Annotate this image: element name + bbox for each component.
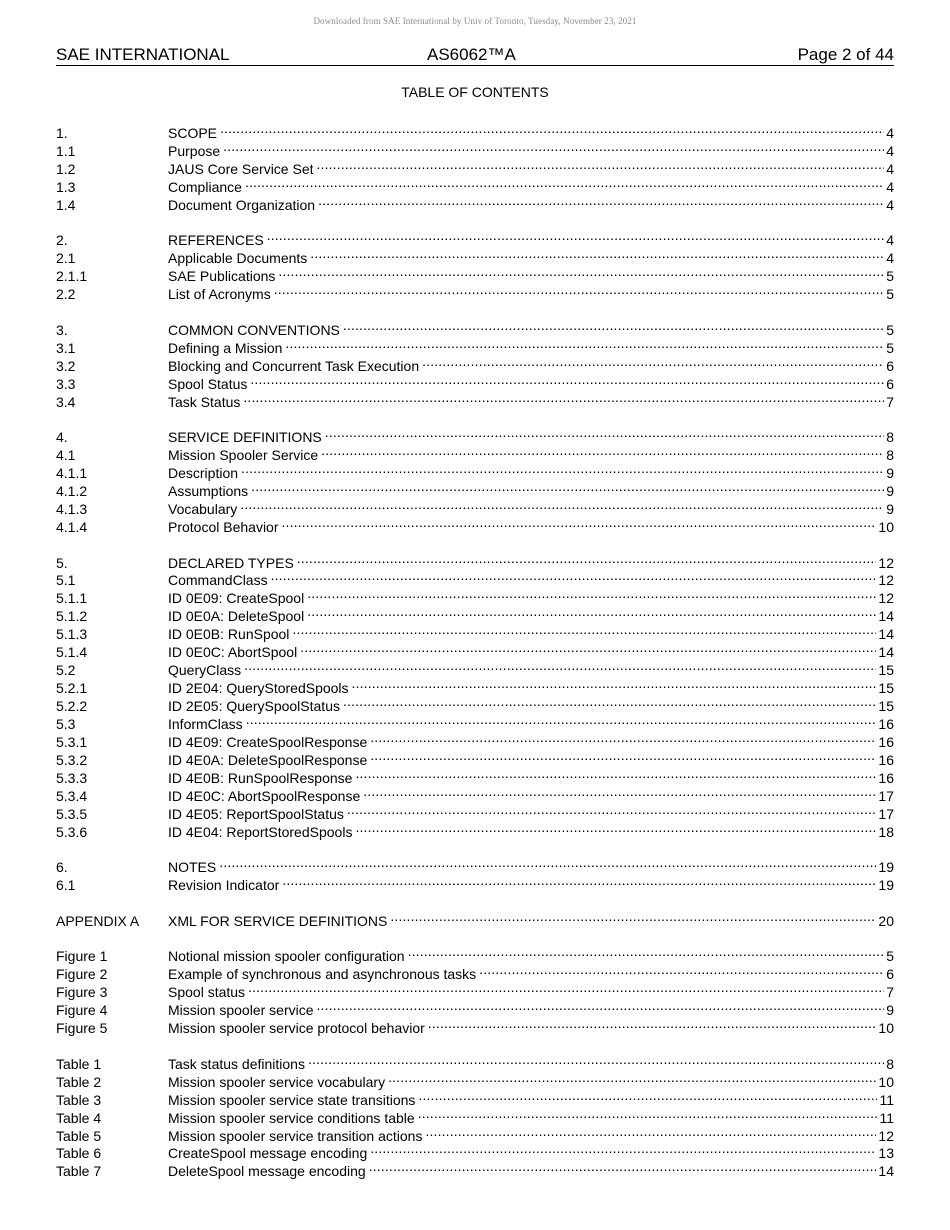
document-number: AS6062™A [427, 45, 516, 64]
toc-entry-page: 15 [878, 680, 894, 697]
toc-entry-page: 14 [878, 608, 894, 625]
toc-entry-title[interactable]: Document Organization [168, 196, 316, 213]
toc-entry-title[interactable]: ID 4E04: ReportStoredSpools [168, 823, 353, 840]
toc-group [56, 550, 894, 840]
toc-entry-title[interactable]: ID 4E05: ReportSpoolStatus [168, 805, 344, 822]
toc-entry-page: 17 [878, 805, 894, 822]
toc-entry-number: 5.3.2 [56, 751, 88, 768]
toc-entry-number: 5.2 [56, 662, 76, 679]
dot-leader [388, 1069, 876, 1087]
toc-entry-page: 16 [878, 733, 894, 750]
dot-leader [422, 353, 884, 371]
toc-entry-page: 12 [878, 1127, 894, 1144]
dot-leader [240, 496, 884, 514]
dot-leader [369, 1158, 877, 1176]
toc-entry-title[interactable]: Task status definitions [168, 1055, 305, 1072]
dot-leader [285, 335, 884, 353]
dot-leader [274, 281, 884, 299]
toc-entry-number: 3.3 [56, 375, 76, 392]
toc-entry-title[interactable]: JAUS Core Service Set [168, 160, 314, 177]
toc-entry-number: 5.1.1 [56, 590, 88, 607]
toc-entry-number: 3.4 [56, 393, 76, 410]
toc-entry-number: 5.3.4 [56, 787, 88, 804]
dot-leader [251, 478, 884, 496]
toc-entry-number: 5.3 [56, 715, 76, 732]
toc-entry-page: 5 [886, 321, 894, 338]
toc-entry-number: 4.1 [56, 447, 76, 464]
dot-leader [318, 192, 884, 210]
toc-entry-number: 2.1 [56, 250, 76, 267]
dot-leader [244, 657, 876, 675]
toc-entry-title[interactable]: ID 4E09: CreateSpoolResponse [168, 733, 368, 750]
toc-entry-page: 4 [886, 250, 894, 267]
toc-entry-title[interactable]: Assumptions [168, 483, 249, 499]
toc-entry-title[interactable]: ID 4E0A: DeleteSpoolResponse [168, 751, 368, 768]
toc-entry-number: 5.1.4 [56, 644, 88, 661]
toc-entry-number: Figure 1 [56, 948, 108, 965]
toc-entry-page: 8 [886, 429, 894, 446]
toc-entry-page: 8 [886, 447, 894, 464]
toc-entry-number: 3. [56, 321, 68, 338]
toc-group [56, 1051, 894, 1180]
toc-entry-title[interactable]: SERVICE DEFINITIONS [168, 429, 322, 446]
toc-entry-title[interactable]: SAE Publications [168, 268, 276, 285]
toc-entry-page: 19 [878, 877, 894, 894]
download-watermark: Downloaded from SAE International by Univ of Toronto, Tuesday, November 23, 2021 [313, 16, 637, 26]
toc-entry-number: Table 3 [56, 1091, 102, 1108]
toc-entry-page: 20 [878, 912, 894, 929]
toc-entry-title[interactable]: Mission spooler service protocol behavior [168, 1020, 425, 1037]
toc-entry-title[interactable]: InformClass [168, 715, 243, 732]
toc-entry-page: 4 [886, 178, 894, 195]
toc-entry-title[interactable]: ID 2E04: QueryStoredSpools [168, 680, 349, 697]
dot-leader [347, 801, 877, 819]
dot-leader [292, 621, 876, 639]
dot-leader [223, 138, 884, 156]
toc-entry-number: 1.3 [56, 178, 76, 195]
dot-leader [390, 908, 876, 926]
toc-entry-page: 12 [878, 590, 894, 607]
table-of-contents [56, 120, 894, 1194]
toc-entry-number: 1.1 [56, 142, 76, 159]
toc-group [56, 227, 894, 303]
toc-group [56, 854, 894, 894]
toc-entry-number: 2.2 [56, 286, 76, 303]
toc-entry-title[interactable]: Mission spooler service state transitions [168, 1091, 416, 1108]
dot-leader [370, 747, 876, 765]
toc-group [56, 943, 894, 1037]
dot-leader [408, 943, 884, 961]
toc-entry-title[interactable]: ID 0E0C: AbortSpool [168, 644, 298, 661]
toc-entry-title[interactable]: Notional mission spooler configuration [168, 948, 405, 965]
toc-entry[interactable] [56, 227, 894, 249]
toc-entry-title[interactable]: ID 2E05: QuerySpoolStatus [168, 698, 340, 714]
toc-entry-title[interactable]: Example of synchronous and asynchronous tasks [168, 966, 477, 983]
toc-entry-title[interactable]: ID 0E0A: DeleteSpool [168, 608, 305, 625]
toc-entry-number: 2. [56, 232, 68, 249]
toc-entry-page: 4 [886, 125, 894, 141]
toc-entry-title[interactable]: Purpose [168, 142, 221, 159]
toc-entry-title[interactable]: ID 0E0B: RunSpool [168, 626, 290, 643]
toc-entry-title[interactable]: ID 0E09: CreateSpool [168, 590, 305, 607]
toc-entry-title[interactable]: Mission spooler service [168, 1002, 314, 1019]
toc-entry-number: 5. [56, 554, 68, 571]
dot-leader [321, 442, 884, 460]
toc-entry-title[interactable]: Mission spooler service transition actions [168, 1127, 423, 1144]
toc-entry-page: 16 [878, 769, 894, 786]
toc-entry-number: 5.1.3 [56, 626, 88, 643]
dot-leader [243, 389, 884, 407]
toc-entry-title[interactable]: CreateSpool message encoding [168, 1145, 368, 1162]
toc-entry-page: 4 [886, 160, 894, 177]
dot-leader [370, 1140, 876, 1158]
toc-entry-page: 6 [886, 357, 894, 374]
toc-entry-page: 15 [878, 662, 894, 679]
dot-leader [245, 174, 884, 192]
toc-entry-page: 10 [878, 1073, 894, 1090]
toc-entry-number: Table 1 [56, 1055, 102, 1072]
toc-entry-title[interactable]: List of Acronyms [168, 286, 271, 303]
toc-entry-number: Figure 3 [56, 984, 108, 1001]
toc-entry[interactable] [56, 854, 894, 876]
dot-leader [246, 711, 877, 729]
toc-entry-number: Table 2 [56, 1073, 102, 1090]
toc-entry-page: 16 [878, 751, 894, 768]
toc-entry[interactable] [56, 317, 894, 338]
toc-entry-title[interactable]: Vocabulary [168, 500, 238, 517]
toc-entry-page: 9 [886, 483, 894, 499]
dot-leader [363, 783, 876, 801]
toc-group [56, 908, 894, 929]
dot-leader [282, 872, 876, 890]
toc-entry-page: 9 [886, 465, 894, 482]
toc-entry-page: 15 [878, 698, 894, 714]
toc-entry-number: 5.2.2 [56, 698, 88, 714]
dot-leader [248, 979, 884, 997]
page-header [56, 43, 894, 66]
dot-leader [308, 1051, 884, 1069]
toc-entry-title[interactable]: Revision Indicator [168, 877, 280, 894]
toc-entry-title[interactable]: Spool status [168, 984, 246, 1001]
toc-entry-title[interactable]: XML FOR SERVICE DEFINITIONS [168, 912, 388, 929]
toc-entry-number: APPENDIX A [56, 912, 140, 929]
toc-entry-number: 5.3.5 [56, 805, 88, 822]
toc-entry-title[interactable]: QueryClass [168, 662, 242, 679]
dot-leader [428, 1015, 877, 1033]
toc-entry-title[interactable]: CommandClass [168, 572, 268, 589]
toc-entry-page: 14 [878, 644, 894, 661]
dot-leader [307, 603, 876, 621]
toc-entry-page: 11 [879, 1091, 894, 1108]
dot-leader [271, 567, 877, 585]
toc-entry-number: 1. [56, 125, 68, 141]
toc-entry-page: 6 [886, 966, 894, 983]
toc-entry-number: 4. [56, 429, 68, 446]
page-indicator: Page 2 of 44 [797, 45, 894, 64]
toc-group [56, 424, 894, 535]
dot-leader [418, 1105, 878, 1123]
toc-entry-page: 17 [878, 787, 894, 804]
toc-entry-number: Table 6 [56, 1145, 102, 1162]
toc-entry-page: 4 [886, 196, 894, 213]
toc-entry-number: 5.3.3 [56, 769, 88, 786]
toc-entry-number: 2.1.1 [56, 268, 88, 285]
toc-entry-title[interactable]: DECLARED TYPES [168, 554, 294, 571]
toc-entry[interactable] [56, 120, 894, 141]
toc-entry-page: 7 [886, 393, 894, 410]
toc-entry-title[interactable]: Task Status [168, 393, 241, 410]
toc-entry[interactable] [56, 908, 894, 929]
toc-entry-number: 4.1.4 [56, 518, 88, 535]
toc-entry-number: 4.1.1 [56, 465, 88, 482]
toc-entry-title[interactable]: Protocol Behavior [168, 518, 279, 535]
dot-leader [355, 765, 876, 783]
toc-entry-title[interactable]: DeleteSpool message encoding [168, 1163, 366, 1180]
toc-entry-title[interactable]: Applicable Documents [168, 250, 308, 267]
toc-entry-number: 3.2 [56, 357, 76, 374]
toc-entry-page: 16 [878, 715, 894, 732]
toc-entry-title[interactable]: Defining a Mission [168, 339, 283, 356]
toc-entry-number: 4.1.3 [56, 500, 88, 517]
dot-leader [241, 460, 884, 478]
dot-leader [479, 961, 884, 979]
toc-entry-page: 4 [886, 232, 894, 249]
toc-entry-number: 5.1.2 [56, 608, 88, 625]
toc-entry-number: 1.4 [56, 196, 76, 213]
toc-group [56, 317, 894, 410]
toc-entry-page: 19 [878, 859, 894, 876]
toc-entry-title[interactable]: SCOPE [168, 125, 218, 141]
toc-entry-number: 5.3.1 [56, 733, 88, 750]
toc-entry-number: 5.2.1 [56, 680, 88, 697]
dot-leader [355, 819, 876, 837]
toc-entry-title[interactable]: Mission Spooler Service [168, 447, 319, 464]
toc-entry-title[interactable]: Compliance [168, 178, 242, 195]
toc-entry-page: 11 [879, 1109, 894, 1126]
toc-entry-title[interactable]: Spool Status [168, 375, 248, 392]
toc-entry-number: Figure 2 [56, 966, 108, 983]
toc-entry-title[interactable]: NOTES [168, 859, 217, 876]
toc-entry[interactable] [56, 1051, 894, 1072]
dot-leader [297, 550, 877, 568]
toc-entry-page: 18 [878, 823, 894, 840]
dot-leader [370, 729, 876, 747]
toc-entry-title[interactable]: Description [168, 465, 239, 482]
toc-entry[interactable] [56, 943, 894, 965]
toc-entry-page: 9 [886, 500, 894, 517]
toc-entry[interactable] [56, 424, 894, 446]
toc-entry-number: Table 7 [56, 1163, 102, 1180]
toc-entry-title[interactable]: ID 4E0C: AbortSpoolResponse [168, 787, 361, 804]
toc-entry-title[interactable]: Mission spooler service vocabulary [168, 1073, 386, 1090]
toc-entry-number: 6. [56, 859, 68, 876]
dot-leader [317, 156, 885, 174]
toc-entry-title[interactable]: Mission spooler service conditions table [168, 1109, 415, 1126]
toc-entry-page: 8 [886, 1055, 894, 1072]
toc-entry-page: 14 [878, 626, 894, 643]
toc-entry-page: 5 [886, 286, 894, 303]
toc-entry-page: 7 [886, 984, 894, 1001]
toc-entry-title[interactable]: REFERENCES [168, 232, 264, 249]
dot-leader [220, 120, 884, 138]
toc-entry-page: 5 [886, 268, 894, 285]
toc-entry-number: Figure 4 [56, 1002, 108, 1019]
publisher-name: SAE INTERNATIONAL [56, 45, 230, 64]
dot-leader [343, 693, 876, 711]
toc-entry[interactable] [56, 550, 894, 571]
dot-leader [310, 245, 884, 263]
toc-title: TABLE OF CONTENTS [401, 84, 549, 100]
toc-entry-number: 4.1.2 [56, 483, 88, 499]
toc-entry-page: 13 [878, 1145, 894, 1162]
dot-leader [317, 997, 885, 1015]
dot-leader [425, 1123, 876, 1141]
toc-entry-page: 5 [886, 948, 894, 965]
toc-entry-title[interactable]: ID 4E0B: RunSpoolResponse [168, 769, 353, 786]
dot-leader [352, 675, 877, 693]
dot-leader [307, 585, 876, 603]
dot-leader [267, 227, 884, 245]
dot-leader [325, 424, 884, 442]
toc-entry-number: 1.2 [56, 160, 76, 177]
toc-entry-number: 5.1 [56, 572, 76, 589]
toc-entry-number: 5.3.6 [56, 823, 88, 840]
toc-entry-number: 6.1 [56, 877, 76, 894]
toc-entry-page: 9 [886, 1002, 894, 1019]
toc-entry-title[interactable]: Blocking and Concurrent Task Execution [168, 357, 420, 374]
dot-leader [343, 317, 884, 335]
dot-leader [300, 639, 876, 657]
dot-leader [219, 854, 876, 872]
toc-group [56, 120, 894, 213]
dot-leader [278, 263, 884, 281]
toc-entry-page: 5 [886, 339, 894, 356]
toc-entry-number: Table 5 [56, 1127, 102, 1144]
toc-entry-page: 12 [878, 572, 894, 589]
toc-entry-page: 6 [886, 375, 894, 392]
toc-entry-number: 3.1 [56, 339, 76, 356]
toc-entry-number: Table 4 [56, 1109, 102, 1126]
dot-leader [250, 371, 884, 389]
toc-entry-page: 14 [878, 1163, 894, 1180]
dot-leader [282, 514, 877, 532]
toc-entry-title[interactable]: COMMON CONVENTIONS [168, 321, 340, 338]
dot-leader [418, 1087, 877, 1105]
toc-entry-page: 4 [886, 142, 894, 159]
toc-entry-number: Figure 5 [56, 1020, 108, 1037]
toc-entry-page: 10 [878, 518, 894, 535]
toc-entry-page: 12 [878, 554, 894, 571]
toc-entry-page: 10 [878, 1020, 894, 1037]
